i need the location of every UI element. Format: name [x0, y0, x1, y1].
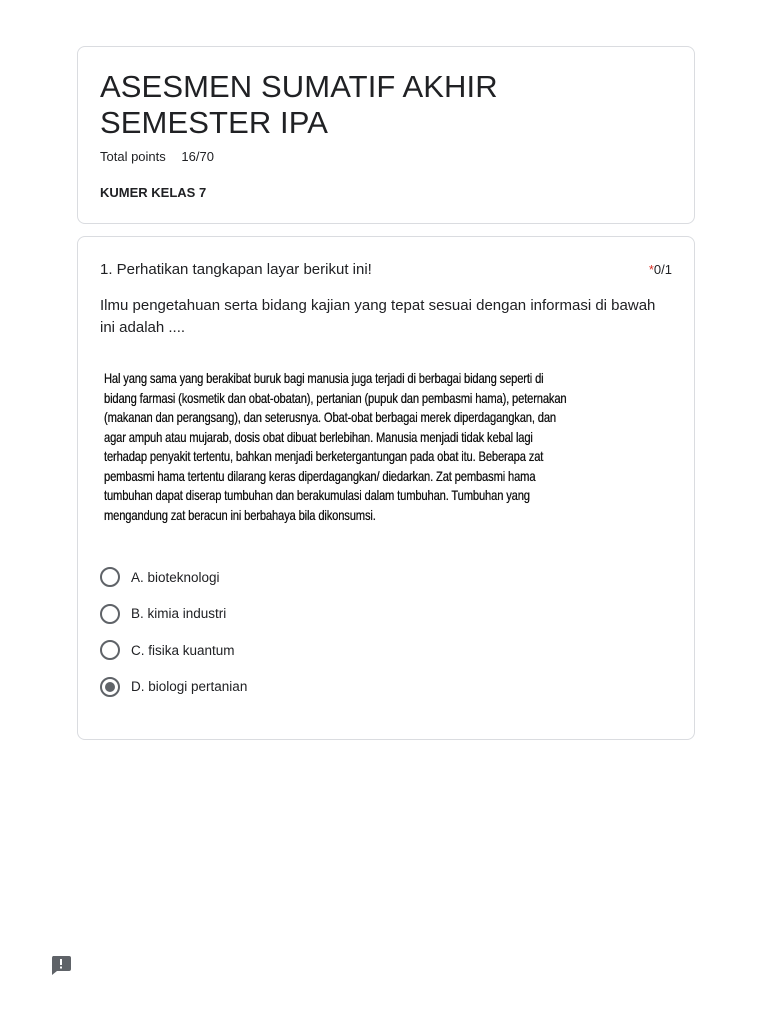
total-points-value: 16/70	[181, 149, 214, 164]
option-label: B. kimia industri	[131, 606, 227, 622]
radio-button[interactable]	[100, 567, 120, 587]
question-image	[102, 361, 572, 543]
total-points	[100, 147, 672, 167]
total-points-label: Total points	[100, 149, 166, 164]
question-image-text: Hal yang sama yang berakibat buruk bagi manusia juga terjadi di berbagai bidang seperti di bidang farmasi (kosmetik dan obat-obatan), pertanian (pupuk dan pembasmi hama), peternakan (makanan dan perangsang), dan seterusnya. Obat-obat berbagai merek diperdagangkan, dan agar ampuh atau mujarab, dosis obat dibuat berlebihan. Manusia menjadi tidak kebal lagi terhadap penyakit tertentu, bahkan menjadi berketergantungan pada obat itu. Beberapa zat pembasmi hama tertentu dilarang keras diperdagangkan/ diedarkan. Zat pembasmi hama tumbuhan dapat diserap tumbuhan dan berakumulasi dalam tumbuhan. Tumbuhan yang mengandung zat beracun ini berbahaya bila dikonsumsi.	[104, 370, 567, 523]
question-card	[77, 236, 695, 740]
option-label: C. fisika kuantum	[131, 642, 235, 658]
question-description: Ilmu pengetahuan serta bidang kajian yang tepat sesuai dengan informasi di bawah ini adalah ....	[100, 297, 656, 336]
option-c[interactable]	[100, 632, 672, 669]
answer-options	[100, 559, 672, 705]
required-mark: *	[648, 262, 654, 277]
option-label: A. bioteknologi	[131, 569, 220, 585]
radio-button[interactable]	[100, 640, 120, 660]
option-d[interactable]	[100, 669, 672, 706]
form-title: ASESMEN SUMATIF AKHIR SEMESTER IPA	[100, 69, 498, 140]
question-header	[100, 259, 672, 281]
option-label: D. biologi pertanian	[131, 679, 248, 695]
radio-button-selected[interactable]	[100, 677, 120, 697]
question-title: 1. Perhatikan tangkapan layar berikut ini!	[100, 261, 372, 278]
question-score	[649, 259, 672, 281]
section-name: KUMER KELAS 7	[100, 185, 207, 200]
report-feedback-icon[interactable]	[50, 955, 72, 975]
option-a[interactable]	[100, 559, 672, 596]
score-value: 0/1	[653, 262, 672, 277]
option-b[interactable]	[100, 596, 672, 633]
radio-button[interactable]	[100, 604, 120, 624]
form-header-card	[77, 46, 695, 224]
